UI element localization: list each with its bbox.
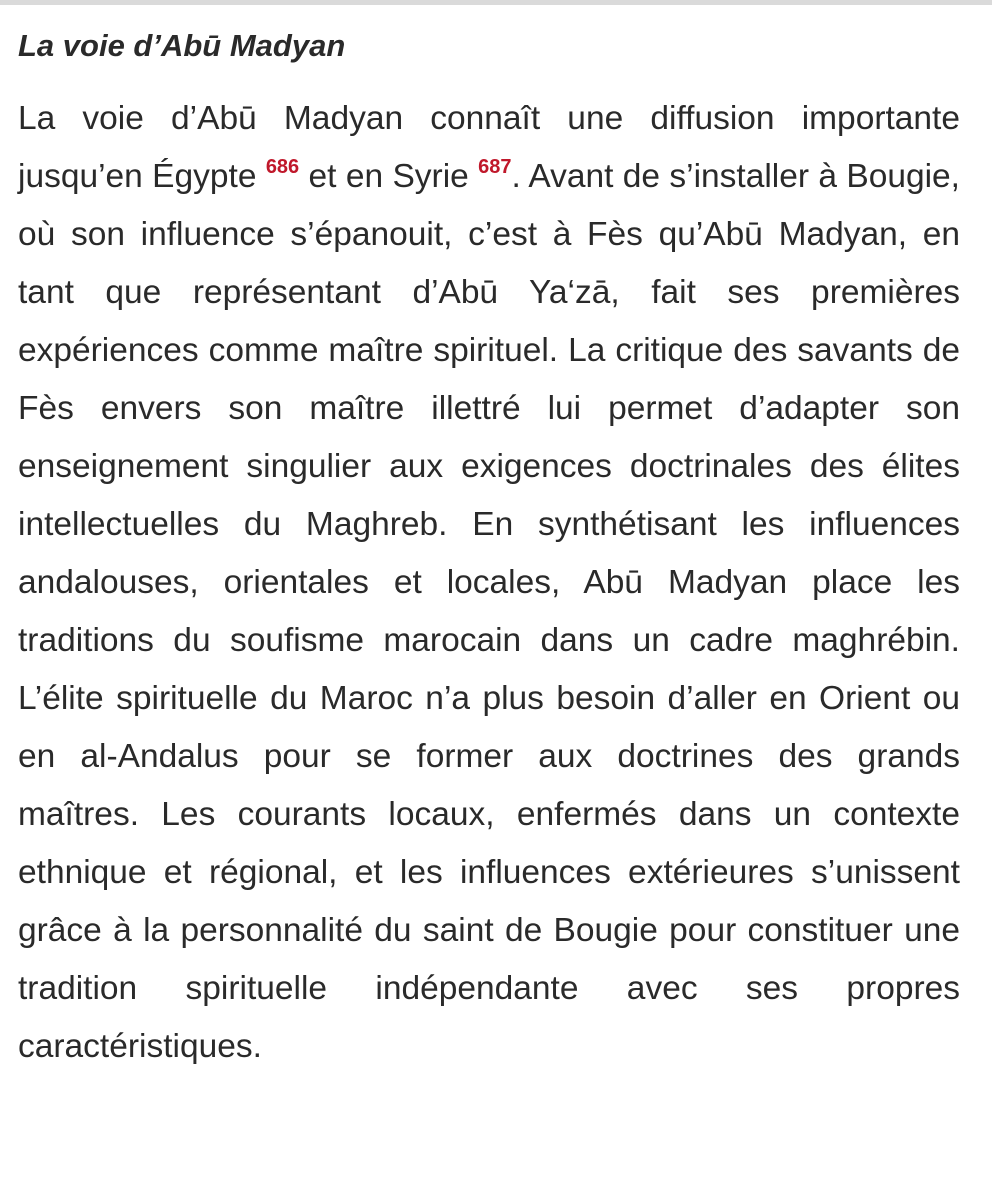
- article-section: [18, 20, 960, 1076]
- paragraph-text-part3: . Avant de s’installer à Bougie, où son influence s’épanouit, c’est à Fès qu’Abū Madyan, en tant que représentant d’Abū Ya‘zā, fait ses premières expériences comme maître spirituel. La critique des savants de Fès envers son maître illettré lui permet d’adapter son enseignement singulier aux exigences doctrinales des élites intellectuelles du Maghreb. En synthétisant les influences andalouses, orientales et locales, Abū Madyan place les traditions du soufisme marocain dans un cadre maghrébin. L’élite spirituelle du Maroc n’a plus besoin d’aller en Orient ou en al-Andalus pour se former aux doctrines des grands maîtres. Les courants locaux, enfermés dans un contexte ethnique et régional, et les influences extérieures s’unissent grâce à la personnalité du saint de Bougie pour constituer une tradition spirituelle indépendante avec ses propres caractéristiques.: [18, 158, 960, 1065]
- paragraph-text-part2: et en Syrie: [308, 158, 469, 195]
- footnote-ref-687[interactable]: 687: [478, 156, 512, 178]
- top-divider: [0, 0, 992, 5]
- paragraph-text-part1: La voie d’Abū Madyan connaît une diffusion importante jusqu’en Égypte: [18, 100, 960, 195]
- footnote-ref-686[interactable]: 686: [265, 156, 300, 178]
- section-title: La voie d’Abū Madyan: [18, 28, 346, 63]
- body-paragraph: [18, 90, 960, 1076]
